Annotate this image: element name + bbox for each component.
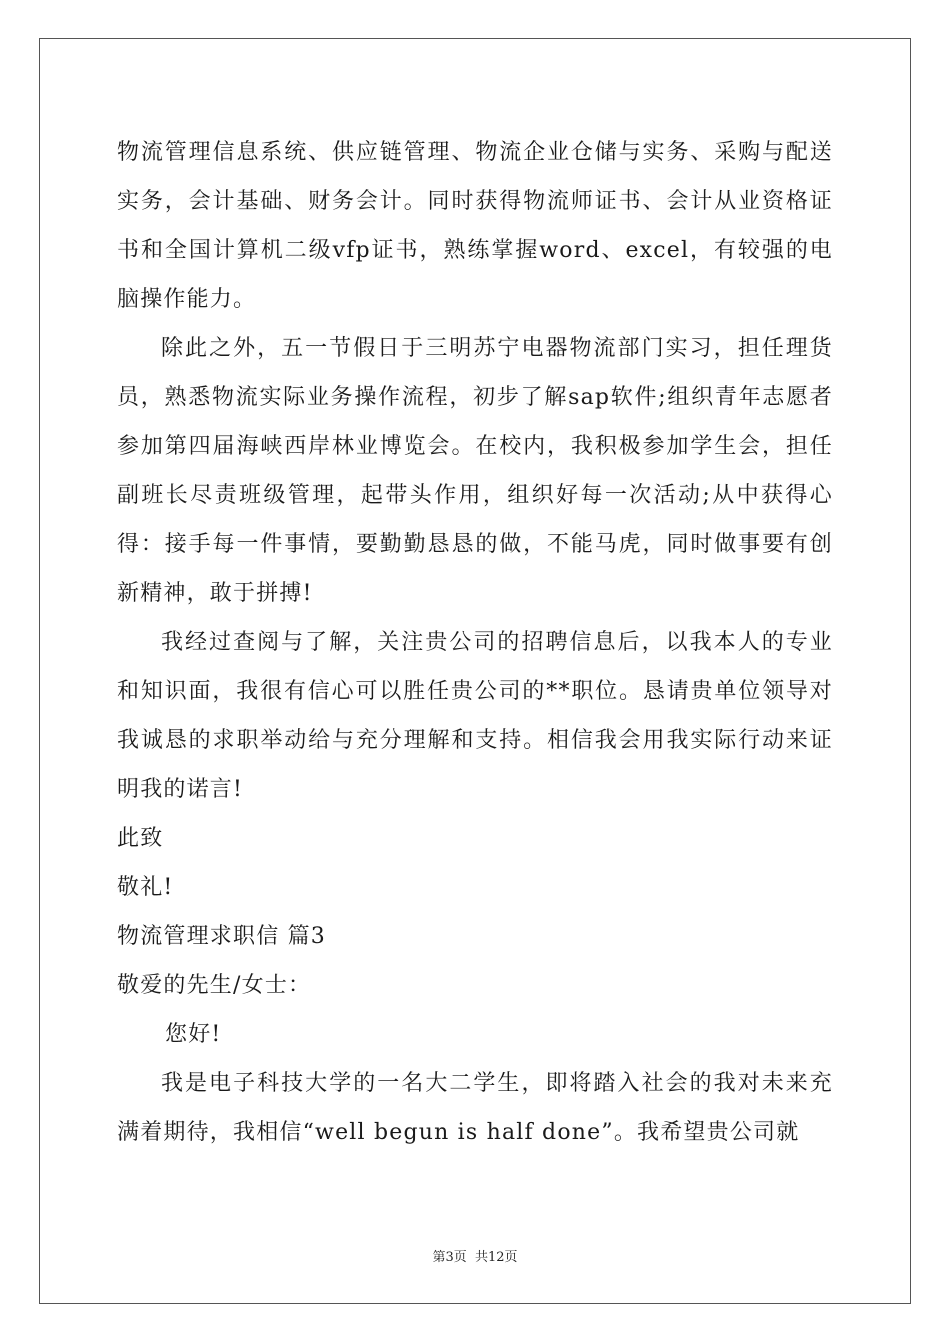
- paragraph-experience: 除此之外，五一节假日于三明苏宁电器物流部门实习，担任理货员，熟悉物流实际业务操作流程，初步了解sap软件;组织青年志愿者参加第四届海峡西岸林业博览会。在校内，我积极参加学生会，担任副班长尽责班级管理，起带头作用，组织好每一次活动;从中获得心得：接手每一件事情，要勤勤恳恳的做，不能马虎，同时做事要有创新精神，敢于拼搏!: [117, 336, 833, 606]
- page-footer: [0, 1246, 950, 1265]
- paragraph-courses: 物流管理信息系统、供应链管理、物流企业仓储与实务、采购与配送实务，会计基础、财务会计。同时获得物流师证书、会计从业资格证书和全国计算机二级vfp证书，熟练掌握word、excel，有较强的电脑操作能力。: [117, 140, 833, 312]
- hello-line: 您好!: [165, 1022, 222, 1047]
- greeting-line: 敬爱的先生/女士：: [117, 973, 312, 998]
- paragraph-application: 我经过查阅与了解，关注贵公司的招聘信息后，以我本人的专业和知识面，我很有信心可以胜任贵公司的**职位。恳请贵单位领导对我诚恳的求职举动给与充分理解和支持。相信我会用我实际行动来证明我的诺言!: [117, 630, 833, 802]
- closing-line: 此致: [117, 826, 164, 851]
- salute-line: 敬礼!: [117, 875, 174, 900]
- document-body: [117, 128, 833, 1157]
- section-title: 物流管理求职信 篇3: [117, 924, 326, 949]
- paragraph-intro: 我是电子科技大学的一名大二学生，即将踏入社会的我对未来充满着期待，我相信“well begun is half done”。我希望贵公司就: [117, 1071, 833, 1145]
- page-number: 第3页: [432, 1250, 467, 1265]
- page-total: 共12页: [474, 1250, 518, 1265]
